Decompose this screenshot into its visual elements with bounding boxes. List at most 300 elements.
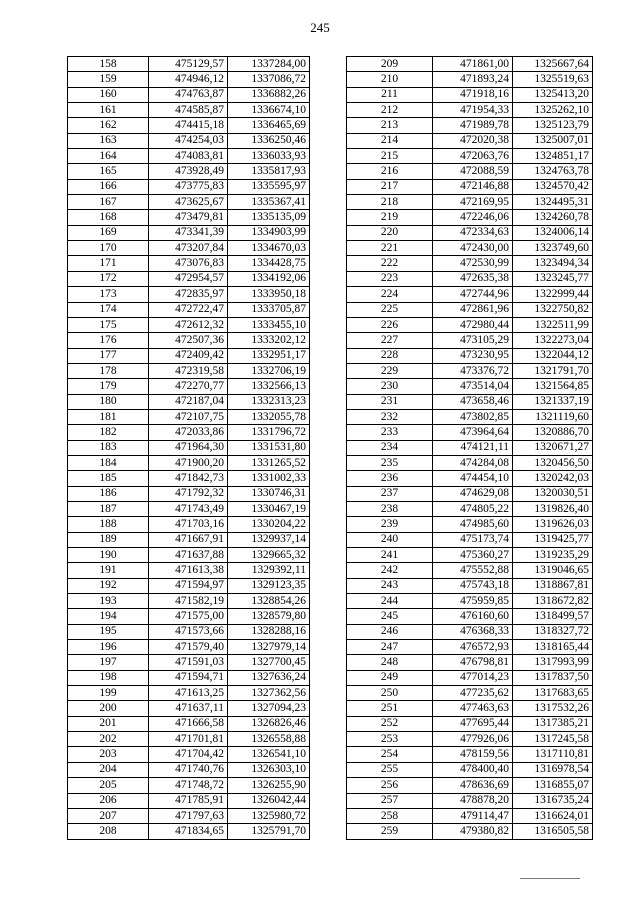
table-row [68, 409, 310, 424]
x-coordinate-cell: 474454,10 [433, 471, 513, 486]
y-coordinate-cell: 1326303,10 [228, 762, 310, 777]
point-number-cell: 208 [68, 824, 149, 839]
y-coordinate-cell: 1323749,60 [513, 241, 593, 256]
point-number-cell: 232 [347, 409, 433, 424]
table-row [68, 471, 310, 486]
x-coordinate-cell: 474763,87 [149, 87, 228, 102]
point-number-cell: 203 [68, 747, 149, 762]
point-number-cell: 182 [68, 425, 149, 440]
point-number-cell: 231 [347, 394, 433, 409]
y-coordinate-cell: 1324570,42 [513, 179, 593, 194]
point-number-cell: 199 [68, 686, 149, 701]
x-coordinate-cell: 475129,57 [149, 57, 228, 72]
x-coordinate-cell: 472635,38 [433, 271, 513, 286]
y-coordinate-cell: 1325007,01 [513, 133, 593, 148]
point-number-cell: 226 [347, 317, 433, 332]
point-number-cell: 178 [68, 363, 149, 378]
point-number-cell: 248 [347, 655, 433, 670]
x-coordinate-cell: 473376,72 [433, 363, 513, 378]
table-row [347, 578, 593, 593]
y-coordinate-cell: 1321791,70 [513, 363, 593, 378]
table-row [68, 609, 310, 624]
x-coordinate-cell: 476798,81 [433, 655, 513, 670]
y-coordinate-cell: 1317683,65 [513, 686, 593, 701]
point-number-cell: 207 [68, 808, 149, 823]
table-row [347, 87, 593, 102]
table-row [347, 72, 593, 87]
point-number-cell: 205 [68, 778, 149, 793]
table-row [347, 624, 593, 639]
point-number-cell: 168 [68, 210, 149, 225]
x-coordinate-cell: 474985,60 [433, 517, 513, 532]
point-number-cell: 187 [68, 501, 149, 516]
table-row [347, 548, 593, 563]
y-coordinate-cell: 1332706,19 [228, 363, 310, 378]
table-row [347, 655, 593, 670]
table-row [347, 425, 593, 440]
table-row [68, 778, 310, 793]
y-coordinate-cell: 1329665,32 [228, 548, 310, 563]
x-coordinate-cell: 471918,16 [433, 87, 513, 102]
table-row [347, 149, 593, 164]
table-row [347, 640, 593, 655]
table-row [68, 271, 310, 286]
table-row [68, 793, 310, 808]
table-row [68, 578, 310, 593]
table-row [68, 118, 310, 133]
point-number-cell: 170 [68, 241, 149, 256]
table-row [68, 486, 310, 501]
table-row [68, 455, 310, 470]
x-coordinate-cell: 471594,97 [149, 578, 228, 593]
y-coordinate-cell: 1333455,10 [228, 317, 310, 332]
y-coordinate-cell: 1332055,78 [228, 409, 310, 424]
y-coordinate-cell: 1318499,57 [513, 609, 593, 624]
point-number-cell: 171 [68, 256, 149, 271]
table-row [347, 241, 593, 256]
y-coordinate-cell: 1337284,00 [228, 57, 310, 72]
y-coordinate-cell: 1336033,93 [228, 149, 310, 164]
x-coordinate-cell: 471740,76 [149, 762, 228, 777]
table-row [347, 409, 593, 424]
point-number-cell: 258 [347, 808, 433, 823]
y-coordinate-cell: 1318327,72 [513, 624, 593, 639]
y-coordinate-cell: 1330467,19 [228, 501, 310, 516]
x-coordinate-cell: 472063,76 [433, 149, 513, 164]
point-number-cell: 241 [347, 548, 433, 563]
y-coordinate-cell: 1334903,99 [228, 225, 310, 240]
x-coordinate-cell: 474585,87 [149, 103, 228, 118]
y-coordinate-cell: 1329937,14 [228, 532, 310, 547]
footer-rule [520, 878, 580, 879]
y-coordinate-cell: 1325791,70 [228, 824, 310, 839]
table-row [347, 164, 593, 179]
point-number-cell: 230 [347, 379, 433, 394]
x-coordinate-cell: 471989,78 [433, 118, 513, 133]
y-coordinate-cell: 1325980,72 [228, 808, 310, 823]
table-row [347, 778, 593, 793]
point-number-cell: 200 [68, 701, 149, 716]
point-number-cell: 158 [68, 57, 149, 72]
x-coordinate-cell: 472954,57 [149, 271, 228, 286]
table-row [68, 440, 310, 455]
y-coordinate-cell: 1324851,17 [513, 149, 593, 164]
y-coordinate-cell: 1319235,29 [513, 548, 593, 563]
point-number-cell: 218 [347, 195, 433, 210]
y-coordinate-cell: 1320886,70 [513, 425, 593, 440]
x-coordinate-cell: 472722,47 [149, 302, 228, 317]
y-coordinate-cell: 1334670,03 [228, 241, 310, 256]
point-number-cell: 246 [347, 624, 433, 639]
y-coordinate-cell: 1333950,18 [228, 287, 310, 302]
point-number-cell: 185 [68, 471, 149, 486]
y-coordinate-cell: 1323494,34 [513, 256, 593, 271]
x-coordinate-cell: 477463,63 [433, 701, 513, 716]
point-number-cell: 242 [347, 563, 433, 578]
table-row [347, 686, 593, 701]
table-row [347, 210, 593, 225]
table-row [68, 655, 310, 670]
x-coordinate-cell: 471666,58 [149, 716, 228, 731]
y-coordinate-cell: 1320030,51 [513, 486, 593, 501]
x-coordinate-cell: 476368,33 [433, 624, 513, 639]
x-coordinate-cell: 472246,06 [433, 210, 513, 225]
y-coordinate-cell: 1326558,88 [228, 732, 310, 747]
table-row [347, 225, 593, 240]
y-coordinate-cell: 1327094,23 [228, 701, 310, 716]
table-row [68, 87, 310, 102]
point-number-cell: 202 [68, 732, 149, 747]
point-number-cell: 257 [347, 793, 433, 808]
table-row [347, 532, 593, 547]
table-row [68, 762, 310, 777]
y-coordinate-cell: 1332313,23 [228, 394, 310, 409]
y-coordinate-cell: 1336674,10 [228, 103, 310, 118]
point-number-cell: 165 [68, 164, 149, 179]
table-row [68, 348, 310, 363]
x-coordinate-cell: 472334,63 [433, 225, 513, 240]
y-coordinate-cell: 1331531,80 [228, 440, 310, 455]
point-number-cell: 191 [68, 563, 149, 578]
x-coordinate-cell: 476572,93 [433, 640, 513, 655]
x-coordinate-cell: 471893,24 [433, 72, 513, 87]
y-coordinate-cell: 1317385,21 [513, 716, 593, 731]
x-coordinate-cell: 471703,16 [149, 517, 228, 532]
y-coordinate-cell: 1324763,78 [513, 164, 593, 179]
x-coordinate-cell: 471579,40 [149, 640, 228, 655]
table-row [68, 640, 310, 655]
x-coordinate-cell: 473928,49 [149, 164, 228, 179]
table-row [68, 624, 310, 639]
table-row [68, 501, 310, 516]
point-number-cell: 210 [347, 72, 433, 87]
x-coordinate-cell: 478400,40 [433, 762, 513, 777]
x-coordinate-cell: 472270,77 [149, 379, 228, 394]
x-coordinate-cell: 471964,30 [149, 440, 228, 455]
point-number-cell: 184 [68, 455, 149, 470]
point-number-cell: 214 [347, 133, 433, 148]
point-number-cell: 223 [347, 271, 433, 286]
point-number-cell: 228 [347, 348, 433, 363]
y-coordinate-cell: 1317532,26 [513, 701, 593, 716]
table-row [68, 563, 310, 578]
point-number-cell: 164 [68, 149, 149, 164]
x-coordinate-cell: 472033,86 [149, 425, 228, 440]
x-coordinate-cell: 473105,29 [433, 333, 513, 348]
point-number-cell: 221 [347, 241, 433, 256]
x-coordinate-cell: 471704,42 [149, 747, 228, 762]
point-number-cell: 211 [347, 87, 433, 102]
y-coordinate-cell: 1335367,41 [228, 195, 310, 210]
x-coordinate-cell: 473230,95 [433, 348, 513, 363]
point-number-cell: 197 [68, 655, 149, 670]
x-coordinate-cell: 473207,84 [149, 241, 228, 256]
table-row [68, 241, 310, 256]
table-row [68, 701, 310, 716]
point-number-cell: 225 [347, 302, 433, 317]
point-number-cell: 204 [68, 762, 149, 777]
y-coordinate-cell: 1322044,12 [513, 348, 593, 363]
y-coordinate-cell: 1319626,03 [513, 517, 593, 532]
x-coordinate-cell: 471582,19 [149, 594, 228, 609]
y-coordinate-cell: 1326255,90 [228, 778, 310, 793]
coordinates-table-left [67, 56, 310, 840]
x-coordinate-cell: 471743,49 [149, 501, 228, 516]
table-row [347, 501, 593, 516]
point-number-cell: 166 [68, 179, 149, 194]
table-row [68, 532, 310, 547]
table-row [347, 609, 593, 624]
point-number-cell: 247 [347, 640, 433, 655]
y-coordinate-cell: 1326541,10 [228, 747, 310, 762]
x-coordinate-cell: 472507,36 [149, 333, 228, 348]
x-coordinate-cell: 471594,71 [149, 670, 228, 685]
x-coordinate-cell: 478878,20 [433, 793, 513, 808]
table-row [347, 594, 593, 609]
x-coordinate-cell: 471701,81 [149, 732, 228, 747]
point-number-cell: 215 [347, 149, 433, 164]
y-coordinate-cell: 1332951,17 [228, 348, 310, 363]
x-coordinate-cell: 474083,81 [149, 149, 228, 164]
x-coordinate-cell: 475173,74 [433, 532, 513, 547]
x-coordinate-cell: 479114,47 [433, 808, 513, 823]
table-row [347, 103, 593, 118]
x-coordinate-cell: 473479,81 [149, 210, 228, 225]
point-number-cell: 251 [347, 701, 433, 716]
y-coordinate-cell: 1321337,19 [513, 394, 593, 409]
y-coordinate-cell: 1334428,75 [228, 256, 310, 271]
y-coordinate-cell: 1317837,50 [513, 670, 593, 685]
point-number-cell: 201 [68, 716, 149, 731]
point-number-cell: 212 [347, 103, 433, 118]
x-coordinate-cell: 475360,27 [433, 548, 513, 563]
y-coordinate-cell: 1317245,58 [513, 732, 593, 747]
x-coordinate-cell: 474121,11 [433, 440, 513, 455]
y-coordinate-cell: 1322750,82 [513, 302, 593, 317]
x-coordinate-cell: 471748,72 [149, 778, 228, 793]
point-number-cell: 217 [347, 179, 433, 194]
point-number-cell: 180 [68, 394, 149, 409]
y-coordinate-cell: 1328854,26 [228, 594, 310, 609]
point-number-cell: 254 [347, 747, 433, 762]
point-number-cell: 256 [347, 778, 433, 793]
x-coordinate-cell: 472107,75 [149, 409, 228, 424]
x-coordinate-cell: 474415,18 [149, 118, 228, 133]
table-row [347, 793, 593, 808]
y-coordinate-cell: 1328579,80 [228, 609, 310, 624]
coordinates-table-right [346, 56, 593, 840]
table-row [347, 317, 593, 332]
y-coordinate-cell: 1329123,35 [228, 578, 310, 593]
x-coordinate-cell: 477235,62 [433, 686, 513, 701]
y-coordinate-cell: 1325519,63 [513, 72, 593, 87]
x-coordinate-cell: 471842,73 [149, 471, 228, 486]
y-coordinate-cell: 1330746,31 [228, 486, 310, 501]
y-coordinate-cell: 1328288,16 [228, 624, 310, 639]
x-coordinate-cell: 471785,91 [149, 793, 228, 808]
x-coordinate-cell: 473076,83 [149, 256, 228, 271]
x-coordinate-cell: 471573,66 [149, 624, 228, 639]
table-row [68, 686, 310, 701]
point-number-cell: 253 [347, 732, 433, 747]
x-coordinate-cell: 472020,38 [433, 133, 513, 148]
x-coordinate-cell: 471834,65 [149, 824, 228, 839]
x-coordinate-cell: 471613,25 [149, 686, 228, 701]
point-number-cell: 244 [347, 594, 433, 609]
y-coordinate-cell: 1322999,44 [513, 287, 593, 302]
x-coordinate-cell: 472980,44 [433, 317, 513, 332]
x-coordinate-cell: 473514,04 [433, 379, 513, 394]
point-number-cell: 186 [68, 486, 149, 501]
table-row [68, 287, 310, 302]
x-coordinate-cell: 472744,96 [433, 287, 513, 302]
y-coordinate-cell: 1324006,14 [513, 225, 593, 240]
point-number-cell: 174 [68, 302, 149, 317]
table-row [347, 747, 593, 762]
table-row [347, 701, 593, 716]
y-coordinate-cell: 1319425,77 [513, 532, 593, 547]
point-number-cell: 169 [68, 225, 149, 240]
x-coordinate-cell: 473341,39 [149, 225, 228, 240]
point-number-cell: 252 [347, 716, 433, 731]
y-coordinate-cell: 1325413,20 [513, 87, 593, 102]
table-row [347, 118, 593, 133]
table-row [68, 133, 310, 148]
point-number-cell: 159 [68, 72, 149, 87]
x-coordinate-cell: 477014,23 [433, 670, 513, 685]
x-coordinate-cell: 472319,58 [149, 363, 228, 378]
y-coordinate-cell: 1333705,87 [228, 302, 310, 317]
y-coordinate-cell: 1336465,69 [228, 118, 310, 133]
point-number-cell: 237 [347, 486, 433, 501]
table-row [347, 762, 593, 777]
point-number-cell: 234 [347, 440, 433, 455]
x-coordinate-cell: 471954,33 [433, 103, 513, 118]
point-number-cell: 173 [68, 287, 149, 302]
point-number-cell: 189 [68, 532, 149, 547]
x-coordinate-cell: 472612,32 [149, 317, 228, 332]
table-row [347, 256, 593, 271]
y-coordinate-cell: 1326826,46 [228, 716, 310, 731]
table-row [347, 195, 593, 210]
point-number-cell: 188 [68, 517, 149, 532]
x-coordinate-cell: 471637,88 [149, 548, 228, 563]
point-number-cell: 233 [347, 425, 433, 440]
table-row [68, 256, 310, 271]
point-number-cell: 236 [347, 471, 433, 486]
table-row [347, 455, 593, 470]
x-coordinate-cell: 472187,04 [149, 394, 228, 409]
y-coordinate-cell: 1331265,52 [228, 455, 310, 470]
y-coordinate-cell: 1324260,78 [513, 210, 593, 225]
y-coordinate-cell: 1318867,81 [513, 578, 593, 593]
x-coordinate-cell: 472835,97 [149, 287, 228, 302]
y-coordinate-cell: 1337086,72 [228, 72, 310, 87]
y-coordinate-cell: 1318672,82 [513, 594, 593, 609]
x-coordinate-cell: 472169,95 [433, 195, 513, 210]
point-number-cell: 163 [68, 133, 149, 148]
x-coordinate-cell: 477695,44 [433, 716, 513, 731]
point-number-cell: 220 [347, 225, 433, 240]
table-row [68, 302, 310, 317]
table-row [347, 471, 593, 486]
table-row [68, 363, 310, 378]
x-coordinate-cell: 472409,42 [149, 348, 228, 363]
table-row [347, 333, 593, 348]
table-row [68, 149, 310, 164]
y-coordinate-cell: 1320671,27 [513, 440, 593, 455]
point-number-cell: 175 [68, 317, 149, 332]
point-number-cell: 172 [68, 271, 149, 286]
point-number-cell: 206 [68, 793, 149, 808]
x-coordinate-cell: 473775,83 [149, 179, 228, 194]
x-coordinate-cell: 471900,20 [149, 455, 228, 470]
y-coordinate-cell: 1318165,44 [513, 640, 593, 655]
table-row [347, 732, 593, 747]
x-coordinate-cell: 475959,85 [433, 594, 513, 609]
point-number-cell: 235 [347, 455, 433, 470]
y-coordinate-cell: 1317110,81 [513, 747, 593, 762]
table-row [347, 670, 593, 685]
table-row [347, 716, 593, 731]
x-coordinate-cell: 475743,18 [433, 578, 513, 593]
point-number-cell: 177 [68, 348, 149, 363]
x-coordinate-cell: 472088,59 [433, 164, 513, 179]
y-coordinate-cell: 1336250,46 [228, 133, 310, 148]
x-coordinate-cell: 473964,64 [433, 425, 513, 440]
table-row [347, 379, 593, 394]
point-number-cell: 162 [68, 118, 149, 133]
y-coordinate-cell: 1327362,56 [228, 686, 310, 701]
y-coordinate-cell: 1335817,93 [228, 164, 310, 179]
table-row [347, 271, 593, 286]
x-coordinate-cell: 472146,88 [433, 179, 513, 194]
x-coordinate-cell: 472430,00 [433, 241, 513, 256]
table-row [68, 594, 310, 609]
table-row [68, 394, 310, 409]
table-row [68, 179, 310, 194]
x-coordinate-cell: 471613,38 [149, 563, 228, 578]
y-coordinate-cell: 1333202,12 [228, 333, 310, 348]
page-number: 245 [310, 20, 330, 35]
point-number-cell: 243 [347, 578, 433, 593]
point-number-cell: 249 [347, 670, 433, 685]
x-coordinate-cell: 478159,56 [433, 747, 513, 762]
point-number-cell: 224 [347, 287, 433, 302]
y-coordinate-cell: 1323245,77 [513, 271, 593, 286]
y-coordinate-cell: 1331002,33 [228, 471, 310, 486]
y-coordinate-cell: 1336882,26 [228, 87, 310, 102]
